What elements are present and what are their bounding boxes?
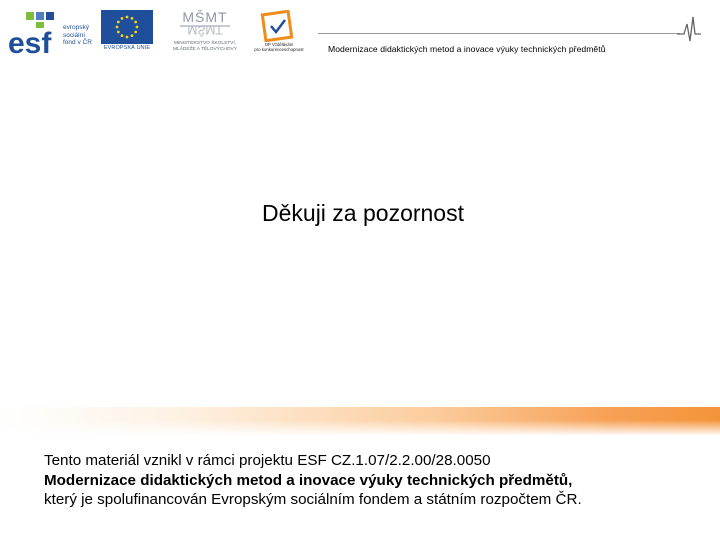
- footer-acknowledgement: [44, 451, 704, 510]
- eu-star-icon: [131, 17, 134, 20]
- msmt-logo-caption: MINISTERSTVO ŠKOLSTVÍ, MLÁDEŽE A TĚLOVÝCHOVY: [173, 41, 237, 52]
- op-vk-logo: [254, 10, 304, 58]
- eu-flag-icon: [101, 10, 153, 44]
- eu-star-icon: [136, 26, 139, 29]
- esf-logo-text: evropský sociální fond v ČR: [63, 24, 92, 46]
- eu-star-icon: [126, 16, 129, 19]
- op-vk-logo-caption: OP Vzdělávání pro konkurenceschopnost: [254, 42, 304, 52]
- msmt-logo-mark: [166, 8, 244, 42]
- band-fade: [0, 420, 720, 436]
- eu-star-icon: [116, 26, 119, 29]
- esf-logo-mark: [8, 12, 62, 54]
- svg-text:MŠMT: MŠMT: [187, 23, 223, 37]
- eu-star-icon: [134, 31, 137, 34]
- svg-text:MŠMT: MŠMT: [182, 9, 228, 25]
- footer-line-funding: který je spolufinancován Evropským sociálním fondem a státním rozpočtem ČR.: [44, 491, 582, 508]
- eu-logo: [101, 10, 153, 56]
- eu-logo-caption: EVROPSKÁ UNIE: [103, 45, 151, 51]
- ecg-pulse-icon: [676, 14, 702, 44]
- eu-star-icon: [117, 21, 120, 24]
- eu-star-icon: [131, 34, 134, 37]
- footer-line-project: Tento materiál vznikl v rámci projektu ESF CZ.1.07/2.2.00/28.0050: [44, 452, 491, 469]
- eu-star-icon: [121, 34, 124, 37]
- eu-star-icon: [134, 21, 137, 24]
- eu-star-icon: [121, 17, 124, 20]
- op-vk-logo-mark: [254, 10, 304, 42]
- footer-line-title: Modernizace didaktických metod a inovace výuky technických předmětů,: [44, 471, 573, 489]
- esf-logo: [8, 10, 100, 54]
- header-project-title: Modernizace didaktických metod a inovace výuky technických předmětů: [328, 44, 606, 54]
- svg-text:esf: esf: [8, 27, 52, 54]
- eu-star-icon: [117, 31, 120, 34]
- header-rule: [318, 33, 680, 34]
- eu-star-icon: [126, 36, 129, 39]
- msmt-logo: [166, 8, 244, 58]
- slide-title: Děkuji za pozornost: [262, 200, 464, 226]
